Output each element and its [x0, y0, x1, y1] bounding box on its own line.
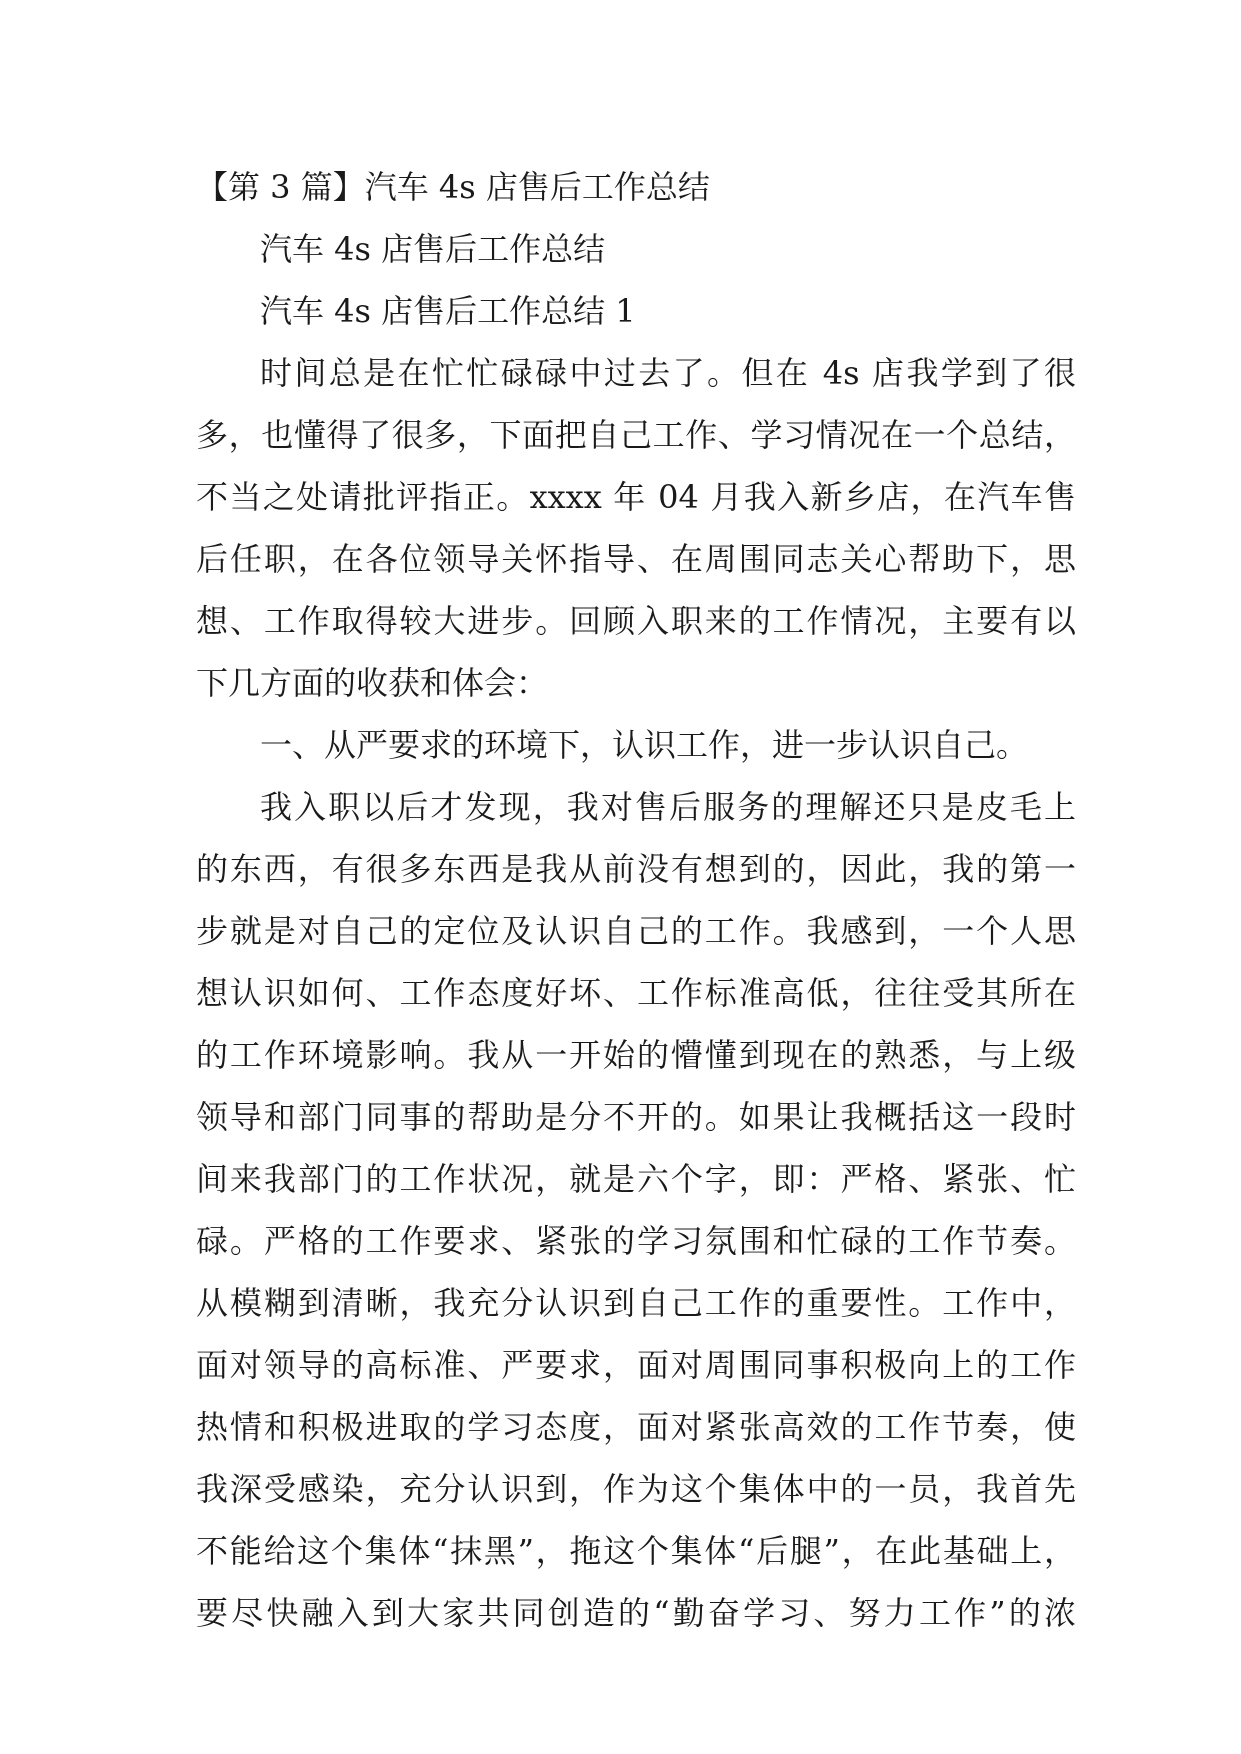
paragraph-line: 想、工作取得较大进步。回顾入职来的工作情况，主要有以 — [196, 602, 1076, 640]
paragraph-line: 多，也懂得了很多，下面把自己工作、学习情况在一个总结， — [196, 416, 1076, 454]
paragraph-line: 领导和部门同事的帮助是分不开的。如果让我概括这一段时 — [196, 1098, 1076, 1136]
paragraph-line: 我深受感染，充分认识到，作为这个集体中的一员，我首先 — [196, 1470, 1076, 1508]
paragraph-line: 热情和积极进取的学习态度，面对紧张高效的工作节奏，使 — [196, 1408, 1076, 1446]
document-body — [196, 156, 1076, 1644]
paragraph-line: 想认识如何、工作态度好坏、工作标准高低，往往受其所在 — [196, 974, 1076, 1012]
paragraph-line: 碌。严格的工作要求、紧张的学习氛围和忙碌的工作节奏。 — [196, 1222, 1076, 1260]
paragraph-line: 后任职，在各位领导关怀指导、在周围同志关心帮助下，思 — [196, 540, 1076, 578]
paragraph-line: 面对领导的高标准、严要求，面对周围同事积极向上的工作 — [196, 1346, 1076, 1384]
paragraph-line: 不当之处请批评指正。xxxx 年 04 月我入新乡店，在汽车售 — [196, 478, 1076, 516]
paragraph-line: 时间总是在忙忙碌碌中过去了。但在 4s 店我学到了很 — [260, 354, 1076, 392]
paragraph-line: 步就是对自己的定位及认识自己的工作。我感到，一个人思 — [196, 912, 1076, 950]
section-title: 汽车 4s 店售后工作总结 1 — [260, 292, 636, 330]
document-title: 【第 3 篇】汽车 4s 店售后工作总结 — [196, 168, 710, 206]
paragraph-line: 要尽快融入到大家共同创造的“勤奋学习、努力工作”的浓 — [196, 1594, 1076, 1632]
paragraph-line: 的工作环境影响。我从一开始的懵懂到现在的熟悉，与上级 — [196, 1036, 1076, 1074]
paragraph-line: 间来我部门的工作状况，就是六个字，即：严格、紧张、忙 — [196, 1160, 1076, 1198]
paragraph-line: 从模糊到清晰，我充分认识到自己工作的重要性。工作中， — [196, 1284, 1076, 1322]
section-heading: 一、从严要求的环境下，认识工作，进一步认识自己。 — [260, 726, 1029, 764]
paragraph-line: 我入职以后才发现，我对售后服务的理解还只是皮毛上 — [260, 788, 1076, 826]
paragraph-line: 的东西，有很多东西是我从前没有想到的，因此，我的第一 — [196, 850, 1076, 888]
document-subtitle: 汽车 4s 店售后工作总结 — [260, 230, 606, 268]
paragraph-line: 不能给这个集体“抹黑”，拖这个集体“后腿”，在此基础上， — [196, 1532, 1076, 1570]
paragraph-line: 下几方面的收获和体会： — [196, 664, 549, 702]
